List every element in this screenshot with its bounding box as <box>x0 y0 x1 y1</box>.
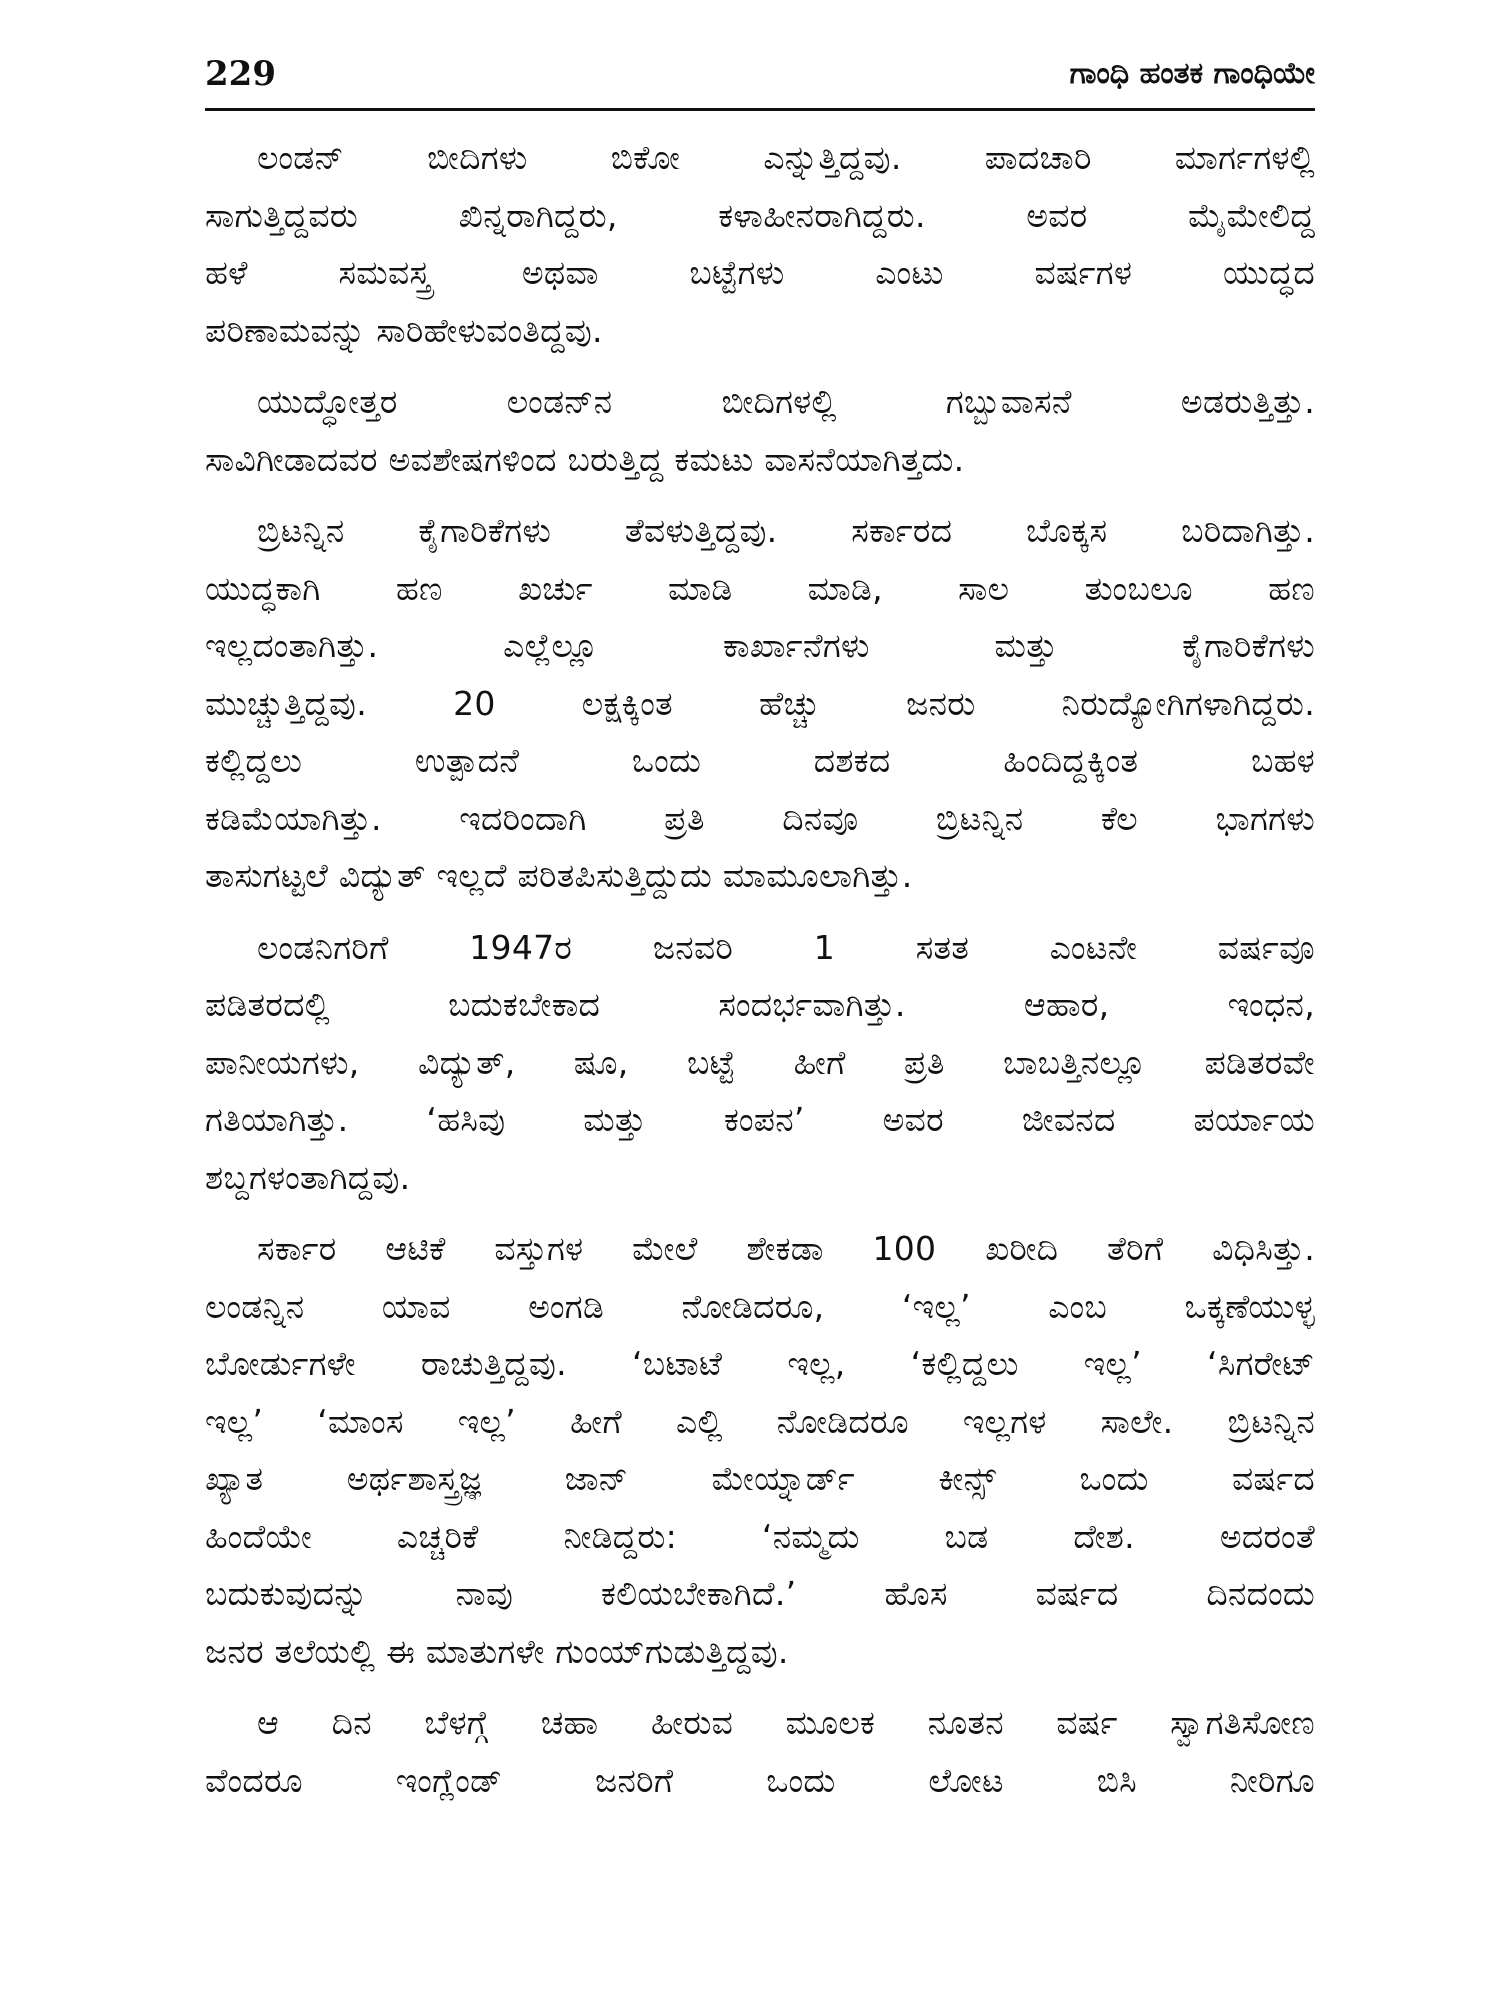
paragraph <box>205 373 1315 488</box>
paragraph <box>205 502 1315 905</box>
text-line: ಮುಚ್ಚುತ್ತಿದ್ದವು. 20 ಲಕ್ಷಕ್ಕಿಂತ ಹೆಚ್ಚು ಜನರು ನಿರುದ್ಯೋಗಿಗಳಾಗಿದ್ದರು. <box>205 683 1315 723</box>
text-line: ಬೋರ್ಡುಗಳೇ ರಾಚುತ್ತಿದ್ದವು. ‘ಬಟಾಟೆ ಇಲ್ಲ, ‘ಕಲ್ಲಿದ್ದಲು ಇಲ್ಲ’ ‘ಸಿಗರೇಟ್ <box>205 1344 1315 1383</box>
text-line: ಹಿಂದೆಯೇ ಎಚ್ಚರಿಕೆ ನೀಡಿದ್ದರು: ‘ನಮ್ಮದು ಬಡ ದೇಶ. ಅದರಂತೆ <box>205 1516 1315 1556</box>
paragraph <box>205 1694 1315 1809</box>
body-text <box>205 129 1315 1809</box>
text-line: ಗತಿಯಾಗಿತ್ತು. ‘ಹಸಿವು ಮತ್ತು ಕಂಪನ’ ಅವರ ಜೀವನದ ಪರ್ಯಾಯ <box>205 1100 1315 1139</box>
paragraph <box>205 129 1315 359</box>
text-line: ಸರ್ಕಾರ ಆಟಿಕೆ ವಸ್ತುಗಳ ಮೇಲೆ ಶೇಕಡಾ 100 ಖರೀದಿ ತೆರಿಗೆ ವಿಧಿಸಿತ್ತು. <box>257 1229 1315 1268</box>
text-line: ಯುದ್ಧಕಾಗಿ ಹಣ ಖರ್ಚು ಮಾಡಿ ಮಾಡಿ, ಸಾಲ ತುಂಬಲೂ ಹಣ <box>205 568 1315 608</box>
paragraph <box>205 919 1315 1207</box>
text-line: ಇಲ್ಲದಂತಾಗಿತ್ತು. ಎಲ್ಲೆಲ್ಲೂ ಕಾರ್ಖಾನೆಗಳು ಮತ್ತು ಕೈಗಾರಿಕೆಗಳು <box>205 626 1315 665</box>
text-line: ಸಾಗುತ್ತಿದ್ದವರು ಖಿನ್ನರಾಗಿದ್ದರು, ಕಳಾಹೀನರಾಗಿದ್ದರು. ಅವರ ಮೈಮೇಲಿದ್ದ <box>205 195 1315 235</box>
running-title: ಗಾಂಧಿ ಹಂತಕ ಗಾಂಧಿಯೇ <box>1069 56 1315 91</box>
text-line: ಲಂಡನಿಗರಿಗೆ 1947ರ ಜನವರಿ 1 ಸತತ ಎಂಟನೇ ವರ್ಷವೂ <box>257 927 1315 967</box>
page-header <box>205 48 1315 111</box>
text-line: ತಾಸುಗಟ್ಟಲೆ ವಿದ್ಯುತ್ ಇಲ್ಲದೆ ಪರಿತಪಿಸುತ್ತಿದ್ದುದು ಮಾಮೂಲಾಗಿತ್ತು. <box>205 856 913 895</box>
paragraph <box>205 1220 1315 1680</box>
text-line: ಬ್ರಿಟನ್ನಿನ ಕೈಗಾರಿಕೆಗಳು ತೆವಳುತ್ತಿದ್ದವು. ಸರ್ಕಾರದ ಬೊಕ್ಕಸ ಬರಿದಾಗಿತ್ತು. <box>257 511 1315 550</box>
text-line: ಕಲ್ಲಿದ್ದಲು ಉತ್ಪಾದನೆ ಒಂದು ದಶಕದ ಹಿಂದಿದ್ದಕ್ಕಿಂತ ಬಹಳ <box>205 741 1315 780</box>
text-line: ವೆಂದರೂ ಇಂಗ್ಲೆಂಡ್ ಜನರಿಗೆ ಒಂದು ಲೋಟ ಬಿಸಿ ನೀರಿಗೂ <box>205 1760 1315 1800</box>
text-line: ಲಂಡನ್ನಿನ ಯಾವ ಅಂಗಡಿ ನೋಡಿದರೂ, ‘ಇಲ್ಲ’ ಎಂಬ ಒಕ್ಕಣೆಯುಳ್ಳ <box>205 1286 1315 1326</box>
text-line: ಪರಿಣಾಮವನ್ನು ಸಾರಿಹೇಳುವಂತಿದ್ದವು. <box>205 310 603 350</box>
text-line: ಲಂಡನ್ ಬೀದಿಗಳು ಬಿಕೋ ಎನ್ನುತ್ತಿದ್ದವು. ಪಾದಚಾರಿ ಮಾರ್ಗಗಳಲ್ಲಿ <box>257 138 1315 177</box>
text-line: ಆ ದಿನ ಬೆಳಗ್ಗೆ ಚಹಾ ಹೀರುವ ಮೂಲಕ ನೂತನ ವರ್ಷ ಸ್ವಾಗತಿಸೋಣ <box>257 1703 1315 1742</box>
text-line: ಹಳೆ ಸಮವಸ್ತ್ರ ಅಥವಾ ಬಟ್ಟೆಗಳು ಎಂಟು ವರ್ಷಗಳ ಯುದ್ಧದ <box>205 253 1315 292</box>
text-line: ಸಾವಿಗೀಡಾದವರ ಅವಶೇಷಗಳಿಂದ ಬರುತ್ತಿದ್ದ ಕಮಟು ವಾಸನೆಯಾಗಿತ್ತದು. <box>205 439 965 479</box>
text-line: ಪಡಿತರದಲ್ಲಿ ಬದುಕಬೇಕಾದ ಸಂದರ್ಭವಾಗಿತ್ತು. ಆಹಾರ, ಇಂಧನ, <box>205 985 1315 1024</box>
text-line: ಶಬ್ದಗಳಂತಾಗಿದ್ದವು. <box>205 1157 411 1197</box>
text-line: ಬದುಕುವುದನ್ನು ನಾವು ಕಲಿಯಬೇಕಾಗಿದೆ.’ ಹೊಸ ವರ್ಷದ ದಿನದಂದು <box>205 1574 1315 1613</box>
text-line: ಯುದ್ಧೋತ್ತರ ಲಂಡನ್‌ನ ಬೀದಿಗಳಲ್ಲಿ ಗಬ್ಬುವಾಸನೆ ಅಡರುತ್ತಿತ್ತು. <box>257 382 1315 421</box>
text-line: ಇಲ್ಲ’ ‘ಮಾಂಸ ಇಲ್ಲ’ ಹೀಗೆ ಎಲ್ಲಿ ನೋಡಿದರೂ ಇಲ್ಲಗಳ ಸಾಲೇ. ಬ್ರಿಟನ್ನಿನ <box>205 1401 1315 1441</box>
text-line: ಖ್ಯಾತ ಅರ್ಥಶಾಸ್ತ್ರಜ್ಞ ಜಾನ್ ಮೇಯ್ನಾರ್ಡ್ ಕೀನ್ಸ್ ಒಂದು ವರ್ಷದ <box>205 1459 1315 1498</box>
text-line: ಜನರ ತಲೆಯಲ್ಲಿ ಈ ಮಾತುಗಳೇ ಗುಂಯ್‌ಗುಡುತ್ತಿದ್ದವು. <box>205 1631 789 1671</box>
text-line: ಕಡಿಮೆಯಾಗಿತ್ತು. ಇದರಿಂದಾಗಿ ಪ್ರತಿ ದಿನವೂ ಬ್ರಿಟನ್ನಿನ ಕೆಲ ಭಾಗಗಳು <box>205 798 1315 838</box>
page-number: 229 <box>205 54 276 94</box>
text-line: ಪಾನೀಯಗಳು, ವಿದ್ಯುತ್, ಷೂ, ಬಟ್ಟೆ ಹೀಗೆ ಪ್ರತಿ ಬಾಬತ್ತಿನಲ್ಲೂ ಪಡಿತರವೇ <box>205 1042 1315 1082</box>
book-page <box>205 48 1315 1823</box>
